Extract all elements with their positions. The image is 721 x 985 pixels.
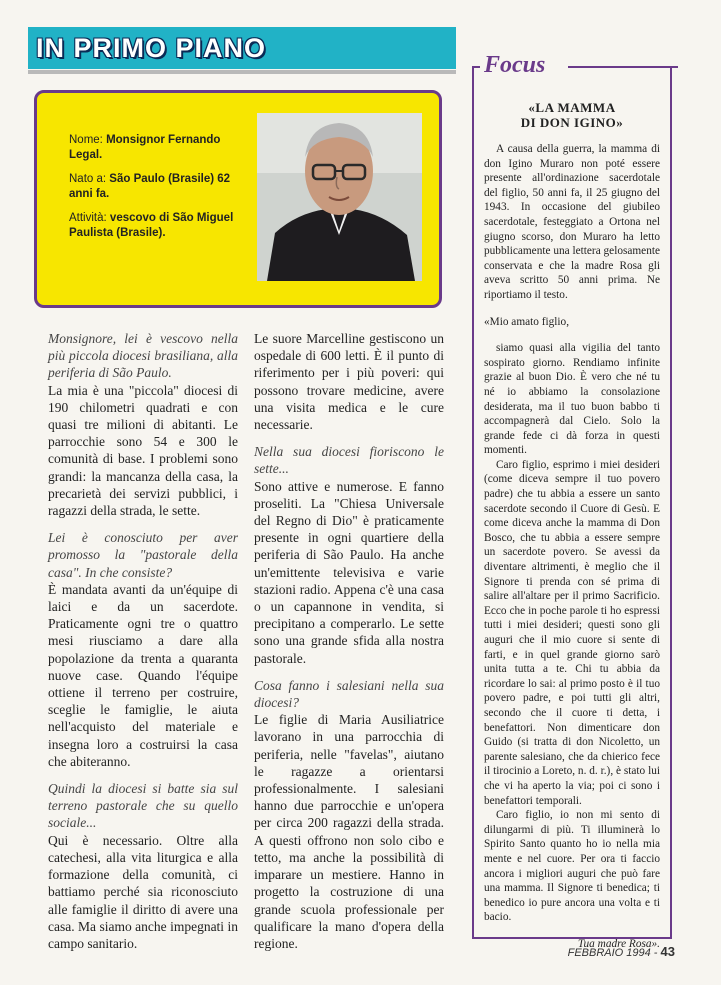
focus-label: Focus [480, 52, 549, 79]
focus-title [484, 100, 660, 130]
name-label: Nome: [69, 134, 103, 146]
profile-activity [69, 211, 239, 241]
born-label: Nato a: [69, 173, 107, 185]
name-value: Monsignor Fernando Legal. [69, 134, 221, 161]
section-banner [28, 27, 456, 69]
focus-title-line2: DI DON IGINO» [520, 115, 624, 130]
portrait-photo [257, 113, 422, 281]
focus-intro: A causa della guerra, la mamma di don Igino Muraro non poté essere presente all'ordinazione sacerdotale del figlio, 50 anni fa, il 25 giugno del 1943. In occasione del giubileo sacerdotale, festeggiato a Ortona nel giugno scorso, don Muraro ha letto pubblicamente una lettera gelosamente conservata e che la madre Rosa gli aveva scritto 50 anni prima. Ne riportiamo il testo. [484, 143, 660, 301]
interview-question: Quindi la diocesi si batte sia sul terreno pastorale che su quello sociale... [48, 781, 238, 831]
banner-underline [28, 70, 456, 74]
focus-rule [568, 66, 678, 68]
profile-details [69, 133, 239, 250]
section-title: IN PRIMO PIANO [36, 33, 267, 63]
letter-salutation: «Mio amato figlio, [484, 315, 570, 328]
focus-body [484, 100, 660, 951]
interview-question: Monsignore, lei è vescovo nella più piccola diocesi brasiliana, alla periferia di São Paulo. [48, 331, 238, 381]
letter-signature: Tua madre Rosa». [577, 937, 660, 950]
letter-paragraph: siamo quasi alla vigilia del tanto sospirato giorno. Rendiamo infinite grazie al buon Dio. È vero che né tu né io abbiamo la consolazione desiderata, ma il tuo buon babbo ti accompagnerà dal Cielo. Solo la grande fede ci dà forza in questi momenti. [484, 342, 660, 457]
activity-label: Attività: [69, 212, 107, 224]
letter-paragraph: Caro figlio, esprimo i miei desideri (come diceva sempre il tuo povero padre) che tu abbia a essere un santo sacerdote secondo il Cuore di Gesù. E come diceva anche la mamma di Don Bosco, che tu abbia a essere sempre un sacerdote povero. Se avessi da diventare altrimenti, è meglio che il Signore ti prenda con sé prima di salire all'altare per il primo Sacrificio. Ecco che in poche parole ti ho espressi tutti i miei desideri; questi sono gli auguri che il mio cuore si sente di farti, e in quel grande giorno sarò unita tutta a te. Chi tu abbia da ricordare lo sai: al primo posto è il tuo povero padre, e poi tutti gli altri, secondo che il cuore ti detta, i benefattori. Non dimenticare don Guido (si tratta di don Nicoletto, un parente salesiano, che da chierico fece il tirocinio a Loreto, n. d. r.), è stato lui che vi ha aperto la via; poi ci sono i benefattori temporali. [484, 458, 660, 807]
interview-answer: È mandata avanti da un'équipe di laici e da un sacerdote. Praticamente ogni tre o quattro mesi riusciamo a dare alla popolazione da trenta a quaranta nuove case. Quando l'équipe ottiene il terreno per costruire, sceglie le famiglie, le aiuta nell'acquisto del materiale e insegna loro a costruirsi la casa che abiteranno. [48, 581, 238, 769]
interview-column-2 [254, 330, 444, 952]
interview-answer: Le figlie di Maria Ausiliatrice lavorano in una parrocchia di periferia, nelle "favelas", aiutano le ragazze a orientarsi professionalmente. I salesiani hanno due parrocchie e un'opera per circa 200 ragazzi della strada. A questi offrono non solo cibo e tetto, ma anche la possibilità di imparare un mestiere. Hanno in progetto la costruzione di una grande scuola professionale per qualificare la mano d'opera della regione. [254, 712, 444, 951]
profile-born [69, 172, 239, 202]
interview-answer: Qui è necessario. Oltre alla catechesi, alla vita liturgica e alla formazione della comunità, ci battiamo perché sia riconosciuto alle famiglie il diritto di avere una casa. Ma siamo anche impegnati in campo sanitario. [48, 832, 238, 951]
activity-value: vescovo di São Miguel Paulista (Brasile). [69, 212, 234, 239]
interview-question: Cosa fanno i salesiani nella sua diocesi? [254, 677, 444, 711]
portrait-photo-illustration [257, 113, 422, 281]
born-value: São Paulo (Brasile) 62 anni fa. [69, 173, 231, 200]
interview-column-1 [48, 330, 238, 952]
interview-answer: Le suore Marcelline gestiscono un ospedale di 600 letti. È il punto di riferimento per i più poveri: qui possono trovare medicine, avere una visita medica e le cure necessarie. [254, 331, 444, 433]
focus-rule-left [472, 66, 480, 68]
interview-question: Lei è conosciuto per aver promosso la "pastorale della casa". In che consiste? [48, 530, 238, 580]
page-footer [568, 944, 675, 959]
profile-card [34, 90, 442, 308]
letter-paragraph: Caro figlio, io non mi sento di dilungarmi di più. Ti illuminerà lo Spirito Santo quanto ho io nella mia mente e nel cuore. Per ora ti faccio ancora i migliori auguri che può fare una mamma. Il Signore ti benedica; ti benedico io pure ancora una volta e ti bacio. [484, 809, 660, 924]
interview-question: Nella sua diocesi fioriscono le sette... [254, 444, 444, 477]
interview-answer: La mia è una "piccola" diocesi di 190 chilometri quadrati e con quasi tre milioni di abitanti. Le parrocchie sono 54 e 300 le comunità di base. I problemi sono grandi: la mancanza della casa, la precarietà dei servizi pubblici, i ragazzi della strada, le sette. [48, 382, 238, 519]
focus-title-line1: «LA MAMMA [528, 100, 616, 115]
interview-answer: Sono attive e numerose. E fanno proseliti. La "Chiesa Universale del Regno di Dio" è praticamente presente in ogni quartiere della periferia di São Paulo. Ha anche un'emittente televisiva e varie stazioni radio. Appena c'è una casa o un capannone in vendita, si precipitano a comperarlo. Le sette sono una grande sfida alla nostra pastorale. [254, 478, 444, 666]
page-number: 43 [660, 944, 675, 959]
footer-month: FEBBRAIO 1994 - [567, 947, 658, 959]
profile-name [69, 133, 239, 163]
